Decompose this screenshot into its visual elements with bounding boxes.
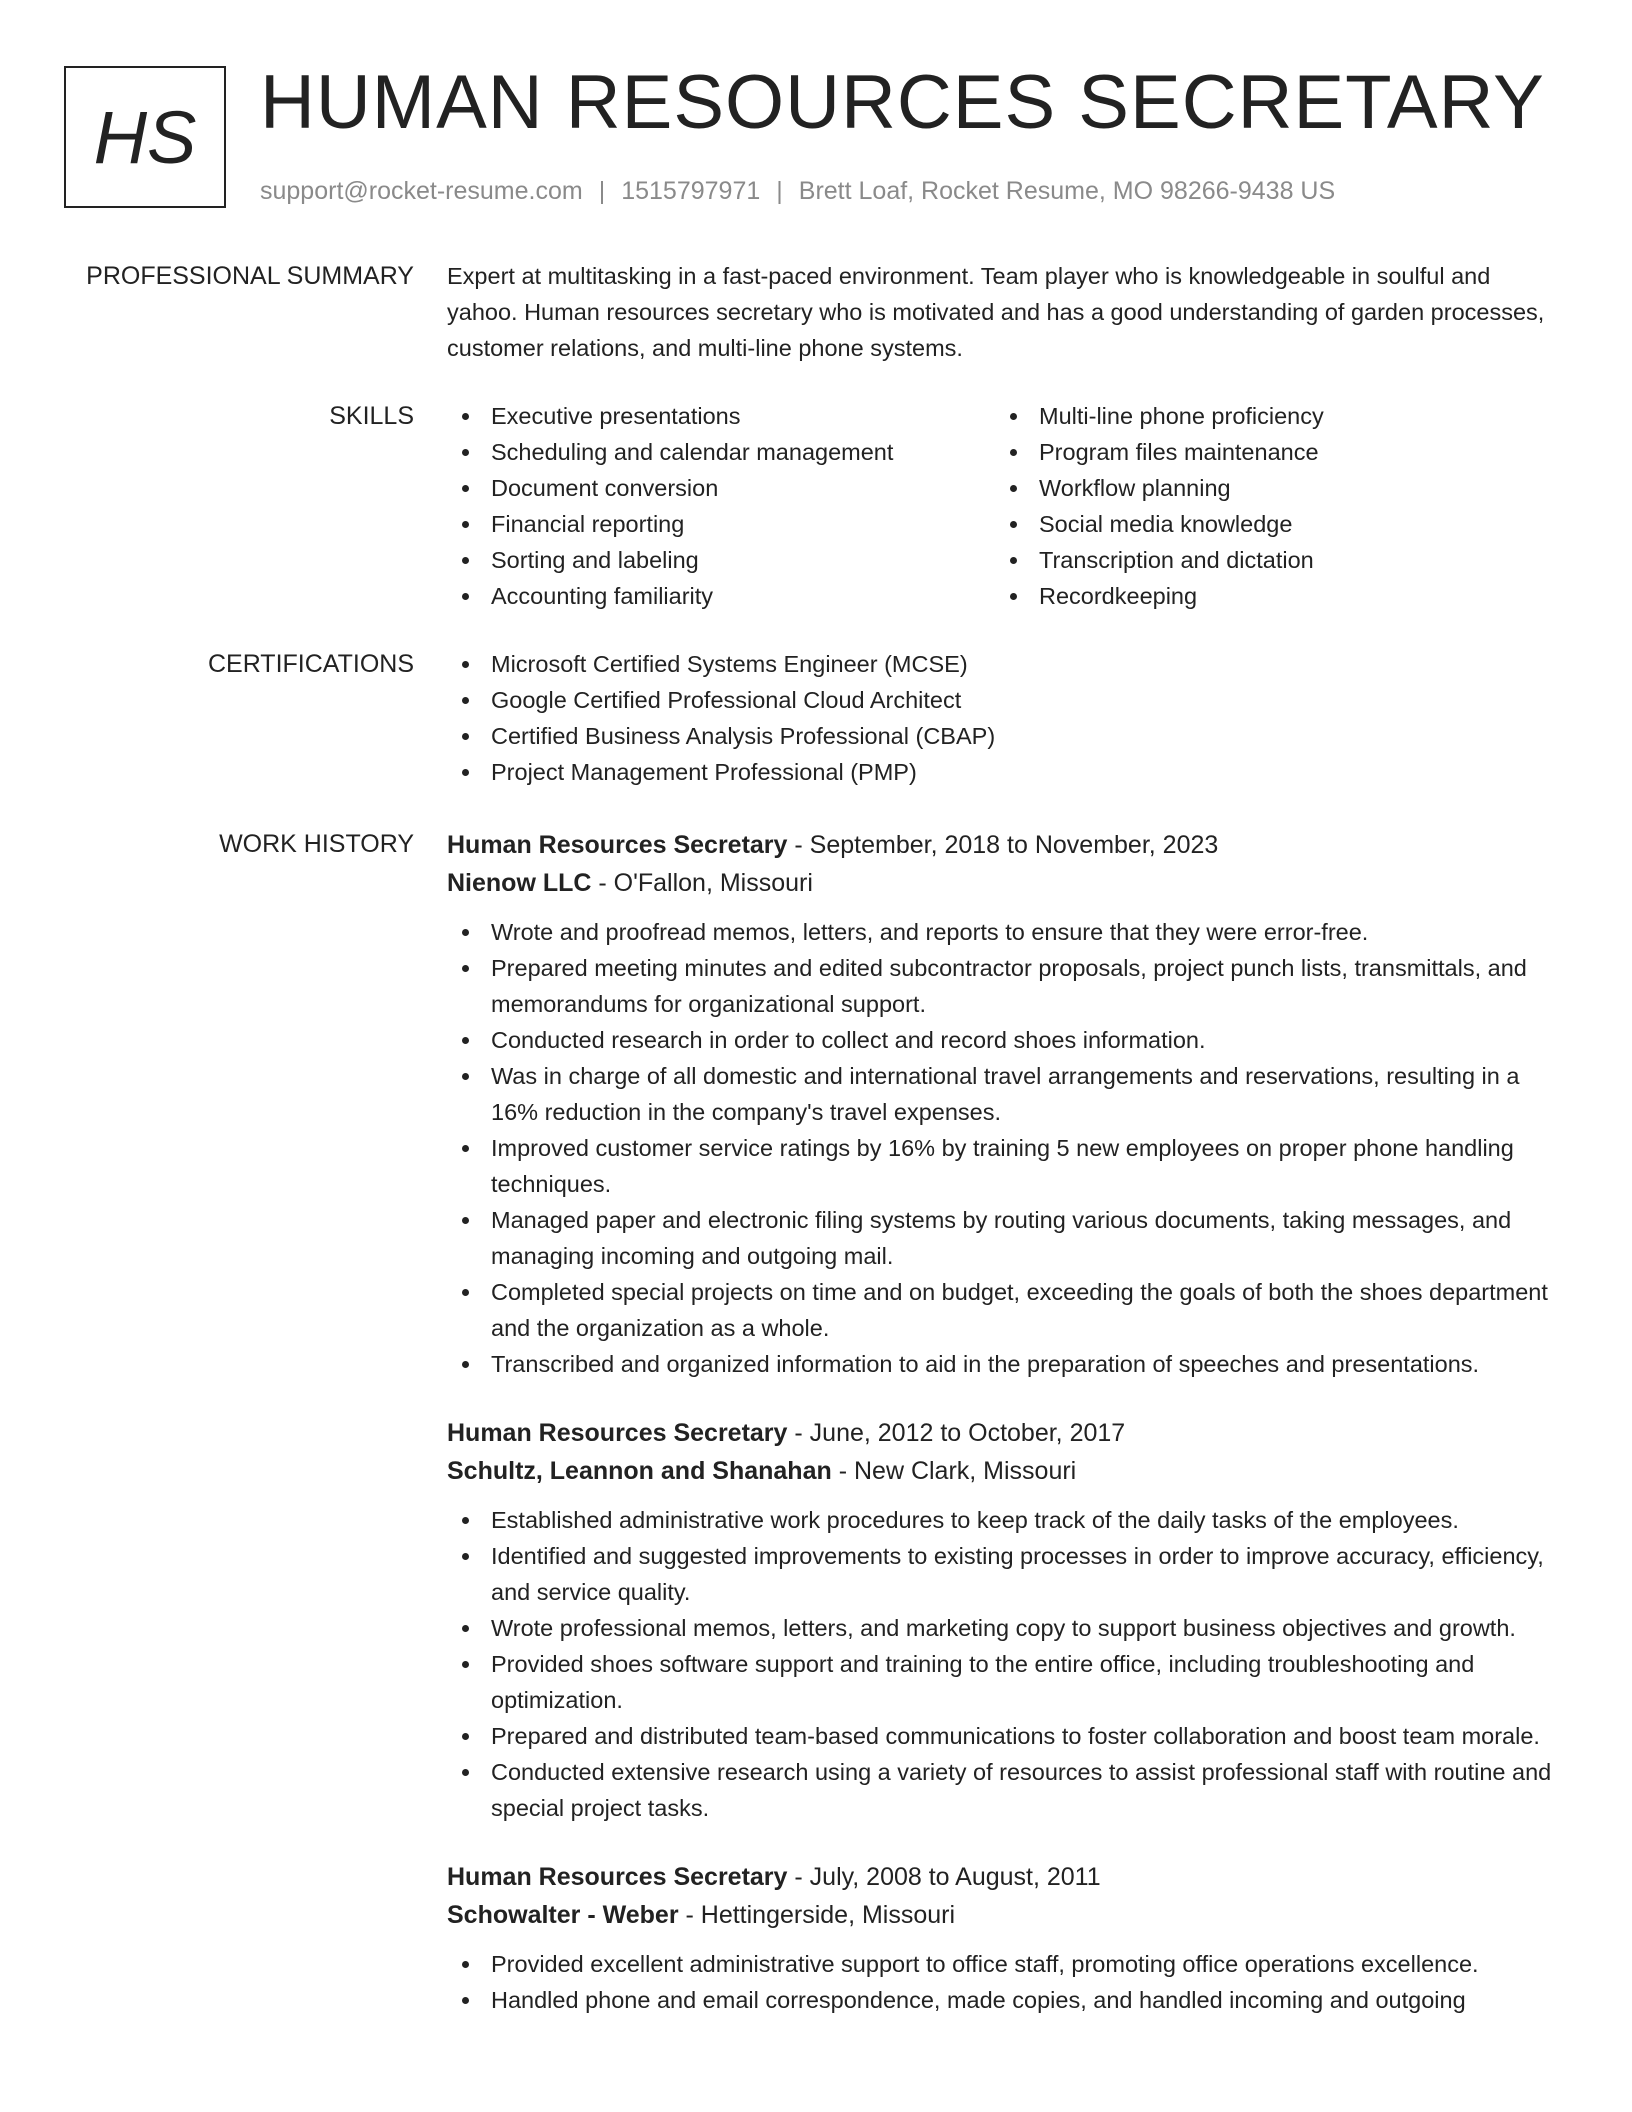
contact-separator: | [776,177,783,205]
certification-item: Microsoft Certified Systems Engineer (MCSE) [447,646,1562,682]
certifications-list [447,646,1562,790]
job-entry [447,1858,1562,2018]
job-title-line [447,1414,1562,1452]
skills-body [447,398,1562,614]
job-company: Schowalter - Weber [447,1901,679,1929]
certifications-body [447,646,1562,790]
monogram-initials: HS [93,95,197,179]
job-bullet: Handled phone and email correspondence, made copies, and handled incoming and outgoing [447,1982,1562,2018]
monogram-logo [64,66,226,208]
job-company-line [447,1452,1562,1490]
job-entry [447,1414,1562,1826]
skill-item: Scheduling and calendar management [447,434,995,470]
job-location: - O'Fallon, Missouri [591,869,813,897]
job-dates: - June, 2012 to October, 2017 [787,1419,1126,1447]
job-bullet: Identified and suggested improvements to existing processes in order to improve accuracy, efficiency, and service quality. [447,1538,1562,1610]
job-dates: - September, 2018 to November, 2023 [787,831,1219,859]
job-role: Human Resources Secretary [447,831,788,859]
job-bullet: Transcribed and organized information to aid in the preparation of speeches and presentations. [447,1346,1562,1382]
job-bullets [447,1946,1562,2018]
job-bullet: Managed paper and electronic filing systems by routing various documents, taking messages, and managing incoming and outgoing mail. [447,1202,1562,1274]
certification-item: Project Management Professional (PMP) [447,754,1562,790]
contact-line [260,174,1335,208]
skill-item: Accounting familiarity [447,578,995,614]
job-bullet: Improved customer service ratings by 16% by training 5 new employees on proper phone handling techniques. [447,1130,1562,1202]
skills-columns [447,398,1562,614]
work-history-body [447,826,1562,2018]
job-bullet: Provided excellent administrative support to office staff, promoting office operations excellence. [447,1946,1562,1982]
job-bullet: Conducted research in order to collect and record shoes information. [447,1022,1562,1058]
skill-item: Financial reporting [447,506,995,542]
skill-item: Social media knowledge [995,506,1543,542]
section-title-work-history: WORK HISTORY [219,830,414,858]
job-bullet: Prepared meeting minutes and edited subcontractor proposals, project punch lists, transmittals, and memorandums for organizational support. [447,950,1562,1022]
skill-item: Multi-line phone proficiency [995,398,1543,434]
section-title-skills: SKILLS [329,402,414,430]
contact-email: support@rocket-resume.com [260,177,583,205]
job-bullet: Established administrative work procedures to keep track of the daily tasks of the employees. [447,1502,1562,1538]
job-company: Nienow LLC [447,869,592,897]
skills-list-right [995,398,1543,614]
job-location: - Hettingerside, Missouri [678,1901,956,1929]
summary-text: Expert at multitasking in a fast-paced environment. Team player who is knowledgeable in soulful and yahoo. Human resources secretary who is motivated and has a good understanding of garden processes, customer relations, and multi-line phone systems. [447,263,1545,361]
section-title-certifications: CERTIFICATIONS [207,650,414,678]
skills-list-left [447,398,995,614]
job-role: Human Resources Secretary [447,1863,788,1891]
job-bullet: Was in charge of all domestic and international travel arrangements and reservations, resulting in a 16% reduction in the company's travel expenses. [447,1058,1562,1130]
contact-separator: | [598,177,606,205]
job-bullet: Provided shoes software support and training to the entire office, including troubleshooting and optimization. [447,1646,1562,1718]
summary-body [447,258,1562,366]
job-bullet: Wrote and proofread memos, letters, and reports to ensure that they were error-free. [447,914,1562,950]
job-bullet: Prepared and distributed team-based communications to foster collaboration and boost team morale. [447,1718,1562,1754]
skill-item: Transcription and dictation [995,542,1543,578]
skill-item: Program files maintenance [995,434,1543,470]
job-title-line [447,1858,1562,1896]
job-dates: - July, 2008 to August, 2011 [787,1863,1101,1891]
certification-item: Certified Business Analysis Professional (CBAP) [447,718,1562,754]
job-role: Human Resources Secretary [447,1419,788,1447]
job-bullet: Conducted extensive research using a variety of resources to assist professional staff with routine and special project tasks. [447,1754,1562,1826]
contact-phone: 1515797971 [621,177,761,205]
candidate-name: HUMAN RESOURCES SECRETARY [260,60,1545,145]
job-bullet: Wrote professional memos, letters, and marketing copy to support business objectives and growth. [447,1610,1562,1646]
skill-item: Executive presentations [447,398,995,434]
job-bullets [447,1502,1562,1826]
section-title-summary: PROFESSIONAL SUMMARY [86,262,414,290]
skill-item: Document conversion [447,470,995,506]
skill-item: Sorting and labeling [447,542,995,578]
job-location: - New Clark, Missouri [831,1457,1077,1485]
skill-item: Recordkeeping [995,578,1543,614]
job-company-line [447,864,1562,902]
skill-item: Workflow planning [995,470,1543,506]
job-company-line [447,1896,1562,1934]
contact-address: Brett Loaf, Rocket Resume, MO 98266-9438 US [798,177,1336,205]
job-company: Schultz, Leannon and Shanahan [447,1457,832,1485]
job-bullets [447,914,1562,1382]
job-bullet: Completed special projects on time and on budget, exceeding the goals of both the shoes department and the organization as a whole. [447,1274,1562,1346]
job-entry [447,826,1562,1382]
certification-item: Google Certified Professional Cloud Architect [447,682,1562,718]
job-title-line [447,826,1562,864]
